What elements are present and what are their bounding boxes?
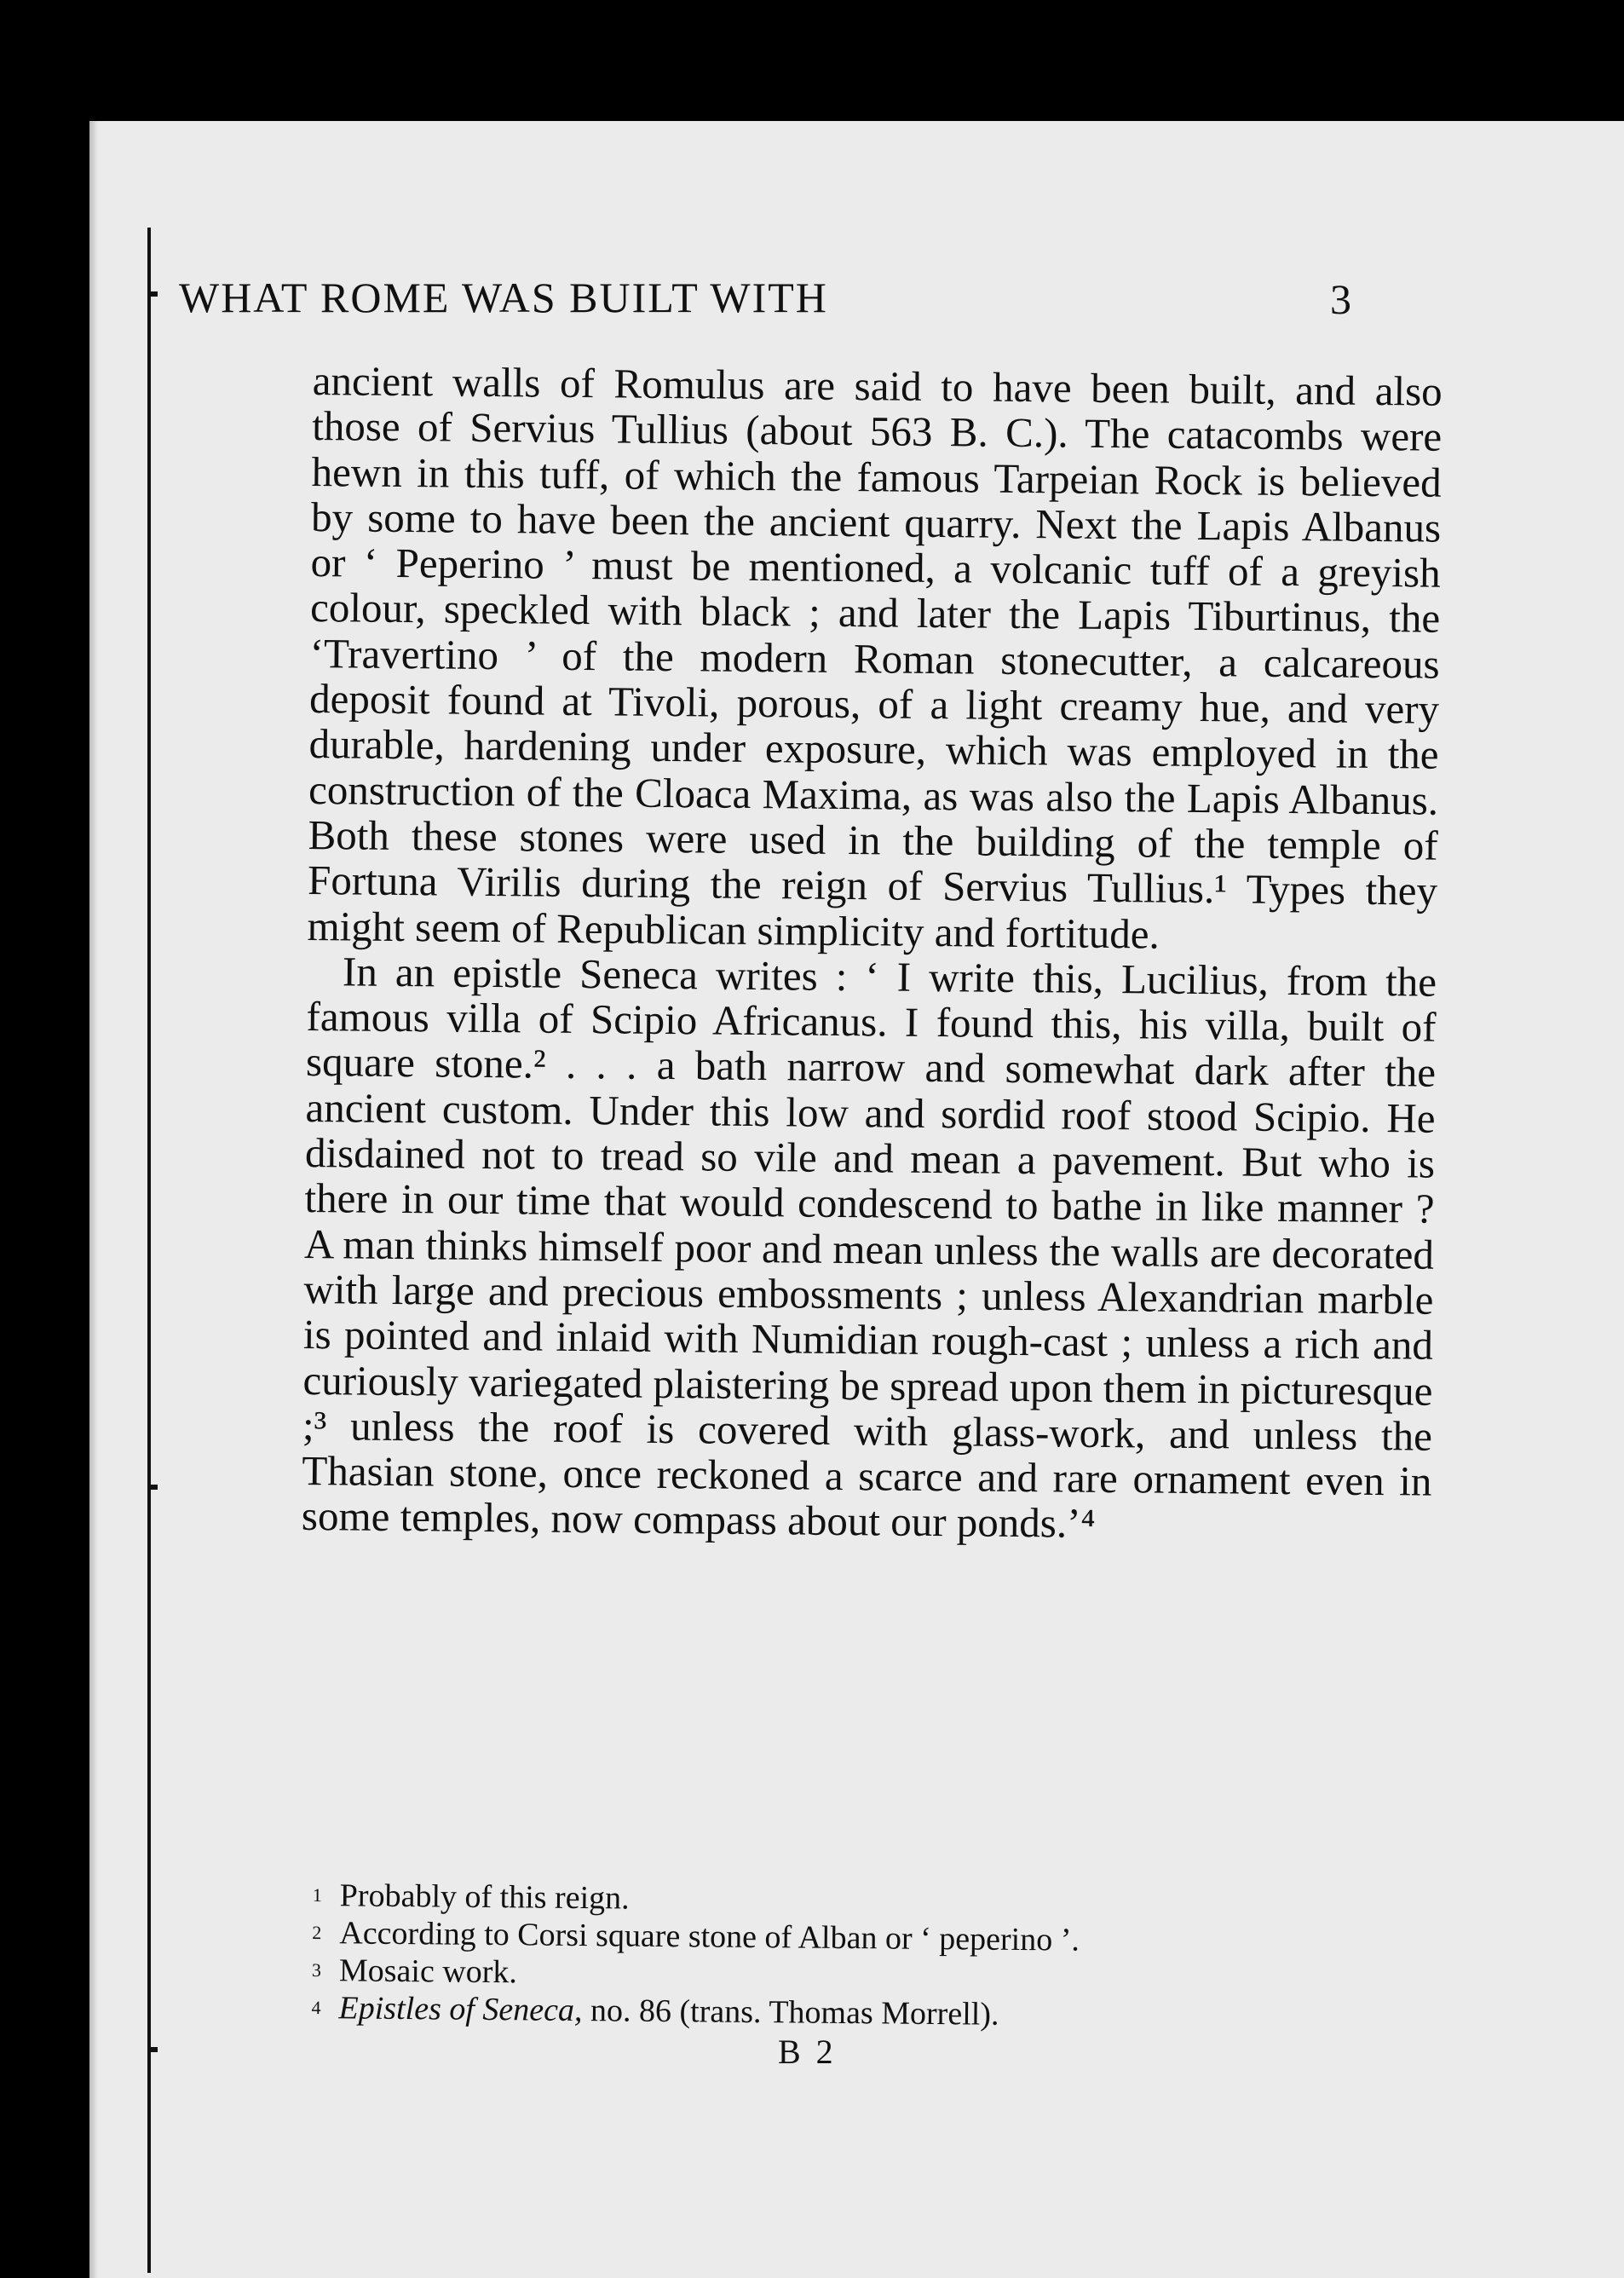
book-page [89, 121, 1624, 2278]
paragraph: ancient walls of Romulus are said to have been built, and also those of Servius Tullius (about 563 B. C.). The catacombs were hewn in this tuff, of which the famous Tarpeian Rock is believed by some to have been the ancient quarry. Next the Lapis Albanus or ‘ Peperino ’ must be mentioned, a volcanic tuff of a greyish colour, speckled with black ; and later the Lapis Tiburtinus, the ‘Travertino ’ of the modern Roman stonecutter, a calcareous deposit found at Tivoli, porous, of a light creamy hue, and very durable, hardening under exposure, which was employed in the construction of the Cloaca Maxima, as was also the Lapis Albanus. Both these stones were used in the building of the temple of Fortuna Virilis during the reign of Servius Tullius.¹ Types they might seem of Republican simplicity and fortitude. [307, 357, 1443, 958]
body-text [302, 358, 1443, 1549]
footnote-citation-title: Epistles of Seneca, [338, 1990, 583, 2029]
footnote-text: Probably of this reign. [339, 1877, 630, 1917]
footnote-mark: 3 [311, 1958, 322, 1981]
signature-mark: B 2 [778, 2033, 837, 2071]
footnote-mark: 4 [311, 1996, 321, 2019]
rule-tick-mark [151, 291, 158, 297]
footnote-text: Mosaic work. [338, 1952, 518, 1991]
footnote-text: According to Corsi square stone of Alban or ‘ peperino ’. [339, 1915, 1080, 1958]
rule-tick-mark [151, 1485, 158, 1490]
page-edge-rule [147, 228, 151, 2273]
page-number: 3 [1330, 275, 1351, 323]
footnote-citation-detail: no. 86 (trans. Thomas Morrell). [582, 1993, 999, 2033]
footnote-mark: 2 [312, 1921, 322, 1944]
footnote-text [338, 1989, 999, 2033]
paragraph: In an epistle Seneca writes : ‘ I write this, Lucilius, from the famous villa of Scipio Africanus. I found this, his villa, built of square stone.² . . . a bath narrow and somewhat dark after the ancient custom. Under this low and sordid roof stood Scipio. He disdained not to tread so vile and mean a pavement. But who is there in our time that would condescend to bathe in like manner ? A man thinks himself poor and mean unless the walls are decorated with large and precious embossments ; unless Alexandrian marble is pointed and inlaid with Numidian rough-cast ; unless a rich and curiously variegated plaistering be spread upon them in picturesque ;³ unless the roof is covered with glass-work, and unless the Thasian stone, once reckoned a scarce and rare ornament even in some temples, now compass about our ponds.’⁴ [301, 948, 1437, 1548]
page-gutter-shadow [89, 121, 98, 2278]
rule-tick-mark [151, 2047, 158, 2052]
running-head: WHAT ROME WAS BUILT WITH [179, 274, 828, 321]
footnote-mark: 1 [312, 1883, 322, 1906]
footnotes [311, 1877, 1420, 2037]
